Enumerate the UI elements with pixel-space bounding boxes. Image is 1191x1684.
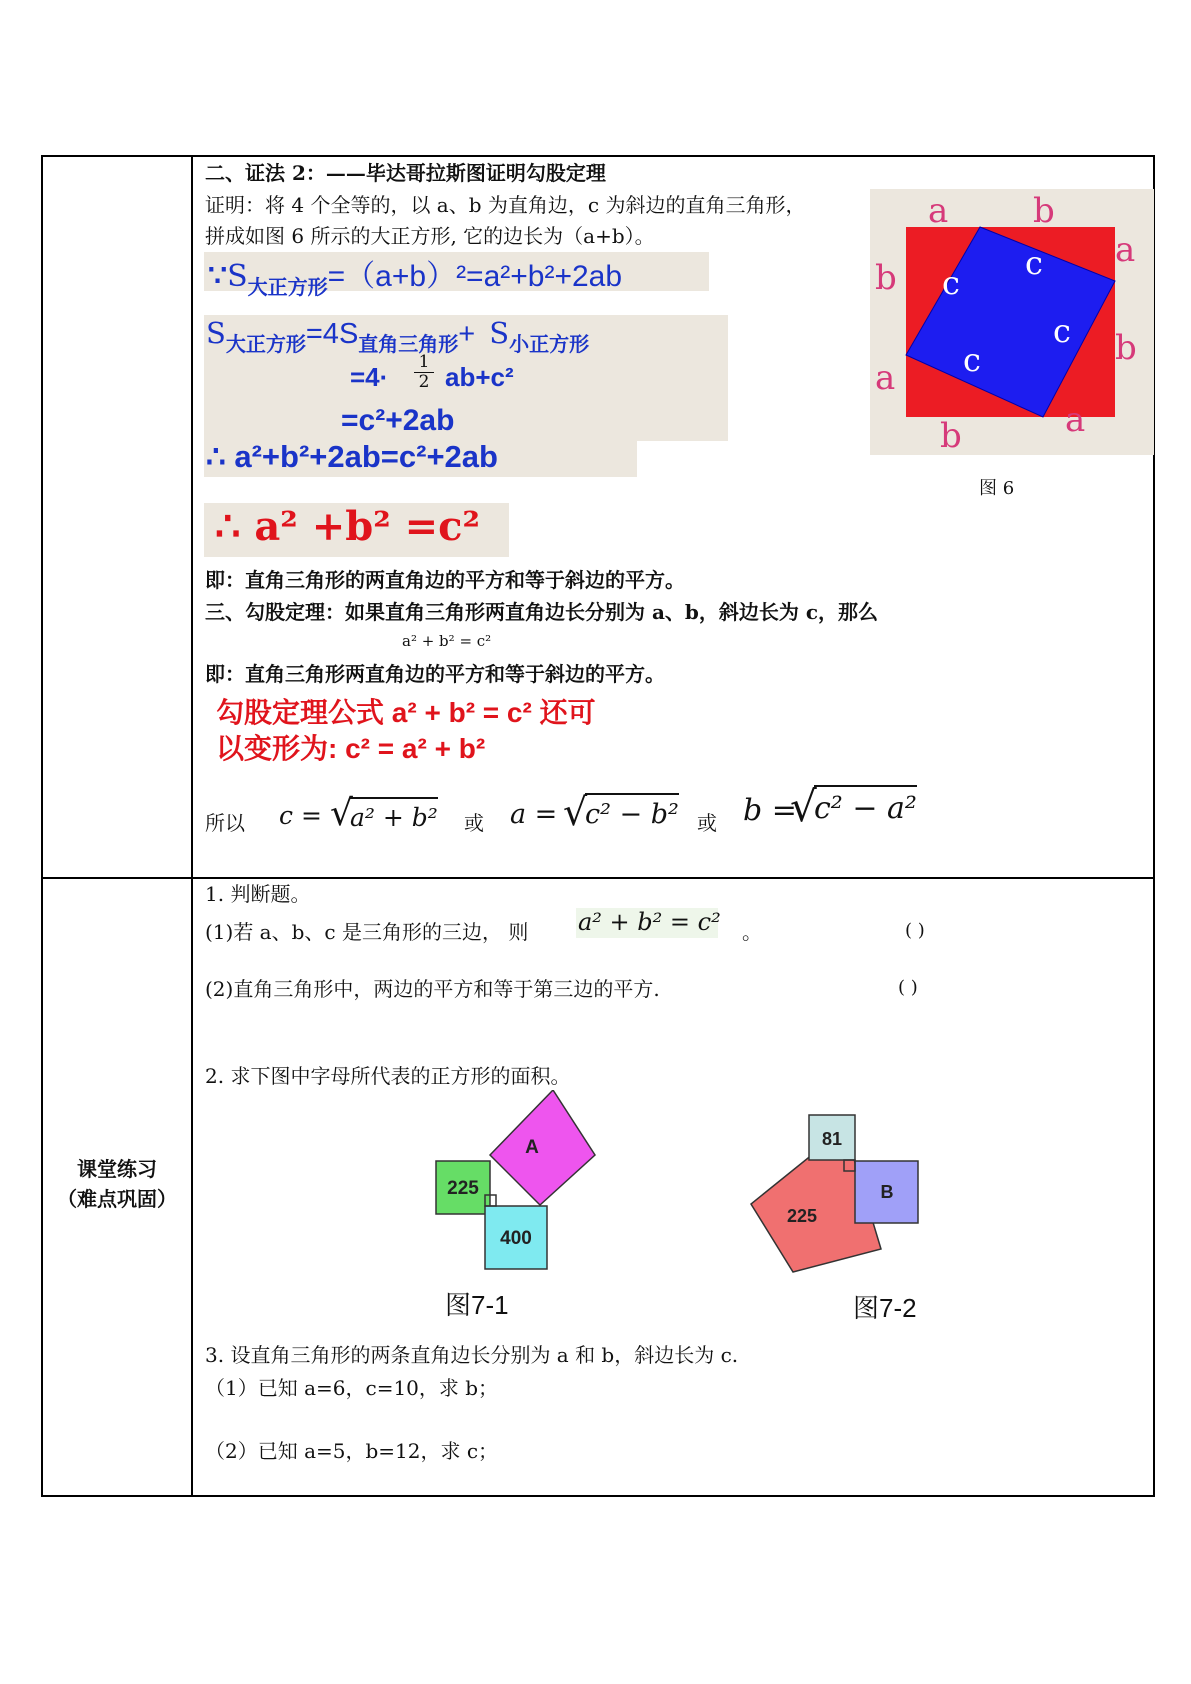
square-225-label-2: 225 (786, 1206, 818, 1226)
red-formula-line-2: 以变形为: c² = a² + b² (216, 733, 486, 764)
label-top-b: b (1033, 191, 1055, 231)
area-subscript: 大正方形 (247, 277, 328, 299)
equation-2-line-2-rest (445, 362, 514, 393)
label-top-a: a (928, 191, 949, 231)
inner-label-c-1: c (942, 264, 960, 302)
label-left-a: a (875, 358, 896, 398)
equation-3: ∴ a²+b²+2ab=c²+2ab (206, 439, 498, 474)
figure-6-caption: 图 6 (979, 478, 1015, 499)
red-formula-line-1: 勾股定理公式 a² + b² = c² 还可 (216, 697, 596, 728)
therefore-word: 所以 (205, 811, 245, 835)
table-row-divider (41, 877, 1154, 879)
label-right-b: b (1115, 328, 1137, 368)
inner-label-c-3: c (1053, 312, 1071, 350)
equation-2-line-2 (350, 362, 388, 393)
question-1-2: (2)直角三角形中，两边的平方和等于第三边的平方. (205, 977, 660, 1001)
proof-line-2: 拼成如图 6 所示的大正方形, 它的边长为（a+b）。 (205, 224, 655, 248)
area-symbol: S (227, 259, 248, 294)
question-1-1-formula: a² + b² = c² (578, 908, 721, 936)
question-1-1: (1)若 a、b、c 是三角形的三边， 则 (205, 920, 529, 944)
formula-b-sqrt: √ (790, 782, 817, 831)
square-a (490, 1090, 595, 1205)
formula-c-sqrt: √ (330, 793, 353, 834)
question-1-1-period: 。 (742, 920, 762, 944)
equation-2-line-1 (206, 316, 589, 357)
formula-a-radicand: c² − b² (585, 793, 679, 830)
formula-c-radicand: a² + b² (350, 797, 438, 832)
table-column-divider (191, 155, 193, 1497)
figure-7-2-caption: 图7-2 (853, 1293, 917, 1323)
plus-sign: + (458, 318, 476, 350)
formula-b-radicand: c² − a² (814, 785, 917, 826)
formula-b-lhs: b = (743, 793, 797, 828)
figure-7-1 (430, 1090, 610, 1302)
equation-1-rest: =（a+b）²=a²+b²+2ab (327, 260, 623, 293)
four-dot: =4· (350, 362, 389, 392)
square-225-label: 225 (447, 1178, 479, 1199)
big-square-symbol: S (206, 316, 226, 350)
figure-7-1-caption: 图7-1 (445, 1290, 509, 1320)
big-square-subscript: 大正方形 (225, 334, 306, 356)
practice-label-line-1: 课堂练习 (77, 1159, 157, 1181)
practice-row-label (43, 1155, 191, 1215)
fraction-denominator: 2 (418, 371, 430, 392)
square-400-label: 400 (500, 1228, 532, 1249)
inner-label-c-4: c (963, 341, 981, 379)
equation-2-line-3: =c²+2ab (341, 404, 455, 437)
fraction-numerator: 1 (414, 353, 434, 373)
equation-1 (208, 251, 622, 300)
ab-plus-c2: ab+c² (445, 362, 514, 392)
figure-7-2 (745, 1110, 925, 1280)
small-square-subscript: 小正方形 (509, 334, 590, 356)
or-word-1: 或 (464, 811, 484, 835)
inner-label-c-2: c (1025, 244, 1043, 282)
statement-2: 即：直角三角形两直角边的平方和等于斜边的平方。 (205, 662, 665, 686)
four-s: =4S (305, 318, 359, 350)
question-3-title: 3. 设直角三角形的两条直角边长分别为 a 和 b，斜边长为 c. (205, 1343, 739, 1367)
table-left-border (41, 155, 43, 1497)
square-81-label: 81 (821, 1129, 843, 1149)
statement-1: 即：直角三角形的两直角边的平方和等于斜边的平方。 (205, 568, 685, 592)
question-2-title: 2. 求下图中字母所代表的正方形的面积。 (205, 1064, 571, 1088)
because-symbol: ∵ (208, 260, 228, 293)
fraction-half (414, 353, 434, 391)
practice-label-line-2: （难点巩固） (57, 1189, 177, 1211)
small-square-symbol: S (489, 316, 510, 350)
table-bottom-border (41, 1495, 1154, 1497)
proof-line-1: 证明：将 4 个全等的，以 a、b 为直角边，c 为斜边的直角三角形， (205, 193, 806, 217)
square-b-label: B (880, 1182, 894, 1202)
label-bottom-b: b (940, 416, 962, 455)
conclusion-formula: ∴ a² +b² =c² (215, 503, 481, 550)
square-a-label: A (525, 1137, 539, 1158)
formula-c-lhs: c = (279, 801, 322, 830)
label-right-a: a (1115, 230, 1136, 270)
or-word-2: 或 (697, 811, 717, 835)
question-1-1-answer-paren[interactable]: ( ) (905, 920, 925, 941)
theorem-formula: a² + b² = c² (402, 632, 492, 650)
question-1-title: 1. 判断题。 (205, 882, 311, 906)
question-1-2-answer-paren[interactable]: ( ) (898, 977, 918, 998)
theorem-statement: 三、勾股定理：如果直角三角形两直角边长分别为 a、b，斜边长为 c，那么 (205, 600, 879, 624)
question-3-1: （1）已知 a=6，c=10，求 b； (205, 1376, 499, 1400)
formula-a-sqrt: √ (563, 790, 588, 834)
figure-6 (870, 189, 1154, 455)
label-bottom-a: a (1065, 400, 1086, 440)
section-heading: 二、证法 2：——毕达哥拉斯图证明勾股定理 (205, 161, 606, 185)
triangle-subscript: 直角三角形 (358, 334, 459, 356)
question-3-2: （2）已知 a=5，b=12，求 c； (205, 1439, 499, 1463)
formula-a-lhs: a = (510, 799, 558, 830)
label-left-b: b (875, 258, 897, 298)
table-top-border (41, 155, 1154, 157)
